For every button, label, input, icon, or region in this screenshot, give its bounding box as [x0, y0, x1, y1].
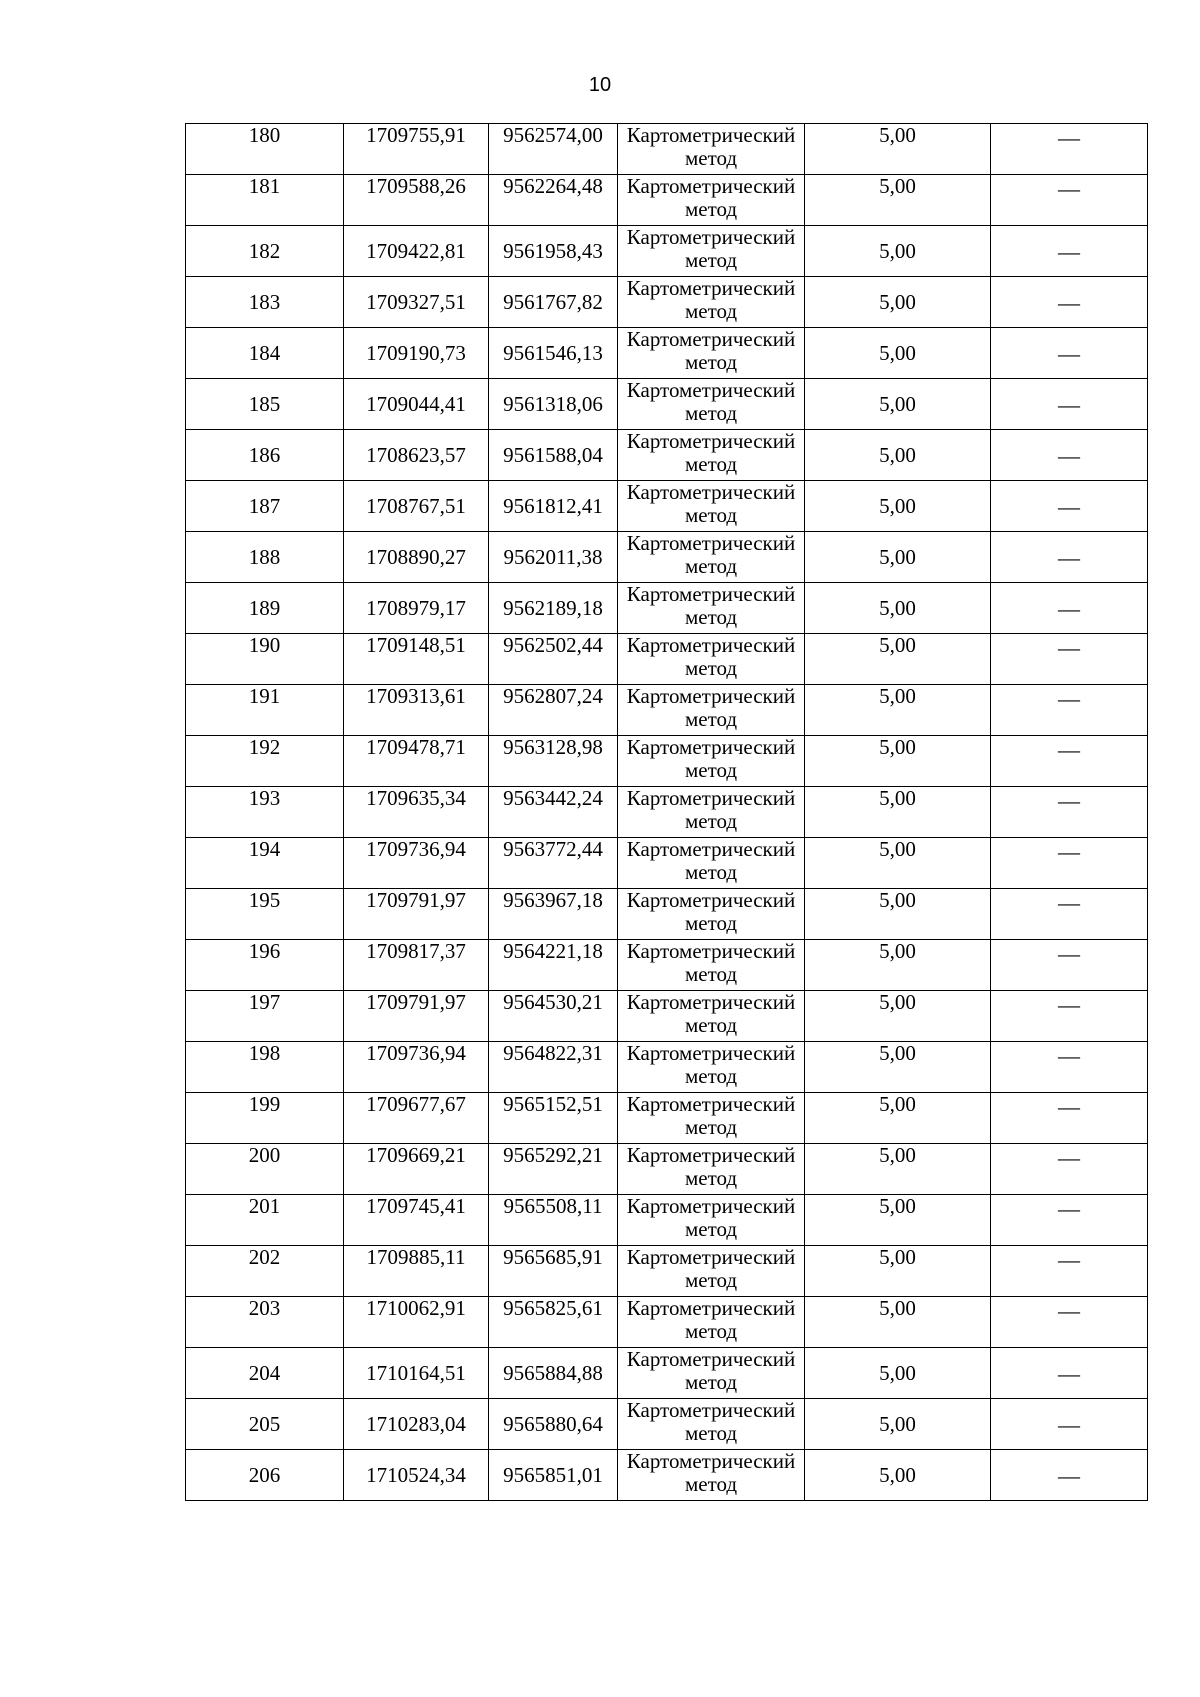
accuracy-cell: 5,00 — [805, 991, 991, 1042]
y-coordinate-cell: 9561812,41 — [489, 481, 618, 532]
point-number-cell: 200 — [186, 1144, 344, 1195]
point-number-cell: 199 — [186, 1093, 344, 1144]
x-coordinate-cell: 1709736,94 — [344, 838, 489, 889]
y-coordinate-cell: 9563442,24 — [489, 787, 618, 838]
accuracy-cell: 5,00 — [805, 583, 991, 634]
accuracy-cell: 5,00 — [805, 1297, 991, 1348]
y-coordinate-cell: 9561318,06 — [489, 379, 618, 430]
method-cell: Картометрический метод — [618, 175, 805, 226]
accuracy-cell: 5,00 — [805, 634, 991, 685]
accuracy-cell: 5,00 — [805, 226, 991, 277]
description-cell: — — [991, 991, 1148, 1042]
description-cell: — — [991, 1195, 1148, 1246]
table-row — [186, 583, 1148, 634]
coordinates-table — [185, 123, 1148, 1501]
y-coordinate-cell: 9565685,91 — [489, 1246, 618, 1297]
table-row — [186, 430, 1148, 481]
accuracy-cell: 5,00 — [805, 787, 991, 838]
point-number-cell: 182 — [186, 226, 344, 277]
x-coordinate-cell: 1709791,97 — [344, 991, 489, 1042]
y-coordinate-cell: 9565508,11 — [489, 1195, 618, 1246]
x-coordinate-cell: 1709745,41 — [344, 1195, 489, 1246]
description-cell: — — [991, 1297, 1148, 1348]
x-coordinate-cell: 1710524,34 — [344, 1450, 489, 1501]
x-coordinate-cell: 1708890,27 — [344, 532, 489, 583]
x-coordinate-cell: 1709190,73 — [344, 328, 489, 379]
description-cell: — — [991, 532, 1148, 583]
table-row — [186, 1144, 1148, 1195]
method-cell: Картометрический метод — [618, 1093, 805, 1144]
y-coordinate-cell: 9563128,98 — [489, 736, 618, 787]
method-cell: Картометрический метод — [618, 328, 805, 379]
page-number: 10 — [588, 74, 612, 96]
x-coordinate-cell: 1709677,67 — [344, 1093, 489, 1144]
description-cell: — — [991, 1042, 1148, 1093]
method-cell: Картометрический метод — [618, 1399, 805, 1450]
x-coordinate-cell: 1709422,81 — [344, 226, 489, 277]
description-cell: — — [991, 838, 1148, 889]
y-coordinate-cell: 9565152,51 — [489, 1093, 618, 1144]
method-cell: Картометрический метод — [618, 277, 805, 328]
table-row — [186, 1246, 1148, 1297]
method-cell: Картометрический метод — [618, 583, 805, 634]
table-row — [186, 1450, 1148, 1501]
table-row — [186, 634, 1148, 685]
description-cell: — — [991, 277, 1148, 328]
accuracy-cell: 5,00 — [805, 430, 991, 481]
point-number-cell: 185 — [186, 379, 344, 430]
description-cell: — — [991, 226, 1148, 277]
point-number-cell: 192 — [186, 736, 344, 787]
method-cell: Картометрический метод — [618, 379, 805, 430]
accuracy-cell: 5,00 — [805, 532, 991, 583]
table-row — [186, 940, 1148, 991]
point-number-cell: 206 — [186, 1450, 344, 1501]
table-row — [186, 1093, 1148, 1144]
y-coordinate-cell: 9565880,64 — [489, 1399, 618, 1450]
method-cell: Картометрический метод — [618, 1246, 805, 1297]
x-coordinate-cell: 1709885,11 — [344, 1246, 489, 1297]
description-cell: — — [991, 430, 1148, 481]
description-cell: — — [991, 685, 1148, 736]
point-number-cell: 201 — [186, 1195, 344, 1246]
x-coordinate-cell: 1709327,51 — [344, 277, 489, 328]
x-coordinate-cell: 1710283,04 — [344, 1399, 489, 1450]
method-cell: Картометрический метод — [618, 889, 805, 940]
table-row — [186, 1195, 1148, 1246]
description-cell: — — [991, 481, 1148, 532]
y-coordinate-cell: 9564530,21 — [489, 991, 618, 1042]
x-coordinate-cell: 1709817,37 — [344, 940, 489, 991]
accuracy-cell: 5,00 — [805, 1399, 991, 1450]
table-row — [186, 736, 1148, 787]
x-coordinate-cell: 1709755,91 — [344, 124, 489, 175]
description-cell: — — [991, 1450, 1148, 1501]
accuracy-cell: 5,00 — [805, 1246, 991, 1297]
method-cell: Картометрический метод — [618, 124, 805, 175]
point-number-cell: 184 — [186, 328, 344, 379]
description-cell: — — [991, 328, 1148, 379]
x-coordinate-cell: 1710062,91 — [344, 1297, 489, 1348]
table-row — [186, 1042, 1148, 1093]
description-cell: — — [991, 1348, 1148, 1399]
method-cell: Картометрический метод — [618, 1348, 805, 1399]
description-cell: — — [991, 787, 1148, 838]
accuracy-cell: 5,00 — [805, 379, 991, 430]
y-coordinate-cell: 9562807,24 — [489, 685, 618, 736]
accuracy-cell: 5,00 — [805, 1042, 991, 1093]
description-cell: — — [991, 940, 1148, 991]
y-coordinate-cell: 9564221,18 — [489, 940, 618, 991]
y-coordinate-cell: 9562264,48 — [489, 175, 618, 226]
point-number-cell: 202 — [186, 1246, 344, 1297]
method-cell: Картометрический метод — [618, 736, 805, 787]
x-coordinate-cell: 1710164,51 — [344, 1348, 489, 1399]
table-row — [186, 175, 1148, 226]
table-row — [186, 328, 1148, 379]
x-coordinate-cell: 1709635,34 — [344, 787, 489, 838]
point-number-cell: 205 — [186, 1399, 344, 1450]
point-number-cell: 183 — [186, 277, 344, 328]
method-cell: Картометрический метод — [618, 838, 805, 889]
method-cell: Картометрический метод — [618, 685, 805, 736]
description-cell: — — [991, 736, 1148, 787]
table-row — [186, 685, 1148, 736]
description-cell: — — [991, 175, 1148, 226]
method-cell: Картометрический метод — [618, 1195, 805, 1246]
accuracy-cell: 5,00 — [805, 940, 991, 991]
table-row — [186, 481, 1148, 532]
y-coordinate-cell: 9565292,21 — [489, 1144, 618, 1195]
table-row — [186, 226, 1148, 277]
method-cell: Картометрический метод — [618, 991, 805, 1042]
table-row — [186, 1348, 1148, 1399]
method-cell: Картометрический метод — [618, 940, 805, 991]
method-cell: Картометрический метод — [618, 532, 805, 583]
y-coordinate-cell: 9562189,18 — [489, 583, 618, 634]
method-cell: Картометрический метод — [618, 634, 805, 685]
y-coordinate-cell: 9562574,00 — [489, 124, 618, 175]
method-cell: Картометрический метод — [618, 1042, 805, 1093]
accuracy-cell: 5,00 — [805, 124, 991, 175]
point-number-cell: 187 — [186, 481, 344, 532]
x-coordinate-cell: 1708623,57 — [344, 430, 489, 481]
point-number-cell: 198 — [186, 1042, 344, 1093]
method-cell: Картометрический метод — [618, 430, 805, 481]
point-number-cell: 203 — [186, 1297, 344, 1348]
accuracy-cell: 5,00 — [805, 1195, 991, 1246]
y-coordinate-cell: 9565825,61 — [489, 1297, 618, 1348]
x-coordinate-cell: 1709044,41 — [344, 379, 489, 430]
method-cell: Картометрический метод — [618, 226, 805, 277]
accuracy-cell: 5,00 — [805, 328, 991, 379]
y-coordinate-cell: 9561546,13 — [489, 328, 618, 379]
point-number-cell: 197 — [186, 991, 344, 1042]
y-coordinate-cell: 9561588,04 — [489, 430, 618, 481]
point-number-cell: 186 — [186, 430, 344, 481]
point-number-cell: 196 — [186, 940, 344, 991]
description-cell: — — [991, 634, 1148, 685]
point-number-cell: 189 — [186, 583, 344, 634]
description-cell: — — [991, 889, 1148, 940]
x-coordinate-cell: 1709478,71 — [344, 736, 489, 787]
x-coordinate-cell: 1709736,94 — [344, 1042, 489, 1093]
y-coordinate-cell: 9562502,44 — [489, 634, 618, 685]
accuracy-cell: 5,00 — [805, 1093, 991, 1144]
accuracy-cell: 5,00 — [805, 175, 991, 226]
x-coordinate-cell: 1709791,97 — [344, 889, 489, 940]
point-number-cell: 194 — [186, 838, 344, 889]
point-number-cell: 204 — [186, 1348, 344, 1399]
accuracy-cell: 5,00 — [805, 1144, 991, 1195]
accuracy-cell: 5,00 — [805, 1348, 991, 1399]
table-row — [186, 838, 1148, 889]
description-cell: — — [991, 124, 1148, 175]
x-coordinate-cell: 1709669,21 — [344, 1144, 489, 1195]
table-row — [186, 991, 1148, 1042]
method-cell: Картометрический метод — [618, 1450, 805, 1501]
accuracy-cell: 5,00 — [805, 685, 991, 736]
accuracy-cell: 5,00 — [805, 481, 991, 532]
table-row — [186, 1297, 1148, 1348]
description-cell: — — [991, 379, 1148, 430]
point-number-cell: 193 — [186, 787, 344, 838]
method-cell: Картометрический метод — [618, 481, 805, 532]
table-row — [186, 277, 1148, 328]
table-row — [186, 379, 1148, 430]
accuracy-cell: 5,00 — [805, 1450, 991, 1501]
coordinates-table-body — [186, 124, 1148, 1501]
table-row — [186, 787, 1148, 838]
table-row — [186, 1399, 1148, 1450]
y-coordinate-cell: 9564822,31 — [489, 1042, 618, 1093]
x-coordinate-cell: 1709588,26 — [344, 175, 489, 226]
accuracy-cell: 5,00 — [805, 889, 991, 940]
method-cell: Картометрический метод — [618, 787, 805, 838]
x-coordinate-cell: 1709148,51 — [344, 634, 489, 685]
y-coordinate-cell: 9561767,82 — [489, 277, 618, 328]
method-cell: Картометрический метод — [618, 1297, 805, 1348]
y-coordinate-cell: 9563967,18 — [489, 889, 618, 940]
y-coordinate-cell: 9565851,01 — [489, 1450, 618, 1501]
accuracy-cell: 5,00 — [805, 838, 991, 889]
x-coordinate-cell: 1709313,61 — [344, 685, 489, 736]
x-coordinate-cell: 1708979,17 — [344, 583, 489, 634]
y-coordinate-cell: 9563772,44 — [489, 838, 618, 889]
description-cell: — — [991, 1144, 1148, 1195]
description-cell: — — [991, 1399, 1148, 1450]
table-row — [186, 124, 1148, 175]
description-cell: — — [991, 1246, 1148, 1297]
description-cell: — — [991, 1093, 1148, 1144]
y-coordinate-cell: 9561958,43 — [489, 226, 618, 277]
table-row — [186, 532, 1148, 583]
point-number-cell: 191 — [186, 685, 344, 736]
point-number-cell: 188 — [186, 532, 344, 583]
y-coordinate-cell: 9565884,88 — [489, 1348, 618, 1399]
table-row — [186, 889, 1148, 940]
y-coordinate-cell: 9562011,38 — [489, 532, 618, 583]
point-number-cell: 195 — [186, 889, 344, 940]
method-cell: Картометрический метод — [618, 1144, 805, 1195]
point-number-cell: 181 — [186, 175, 344, 226]
x-coordinate-cell: 1708767,51 — [344, 481, 489, 532]
point-number-cell: 180 — [186, 124, 344, 175]
accuracy-cell: 5,00 — [805, 277, 991, 328]
point-number-cell: 190 — [186, 634, 344, 685]
accuracy-cell: 5,00 — [805, 736, 991, 787]
description-cell: — — [991, 583, 1148, 634]
